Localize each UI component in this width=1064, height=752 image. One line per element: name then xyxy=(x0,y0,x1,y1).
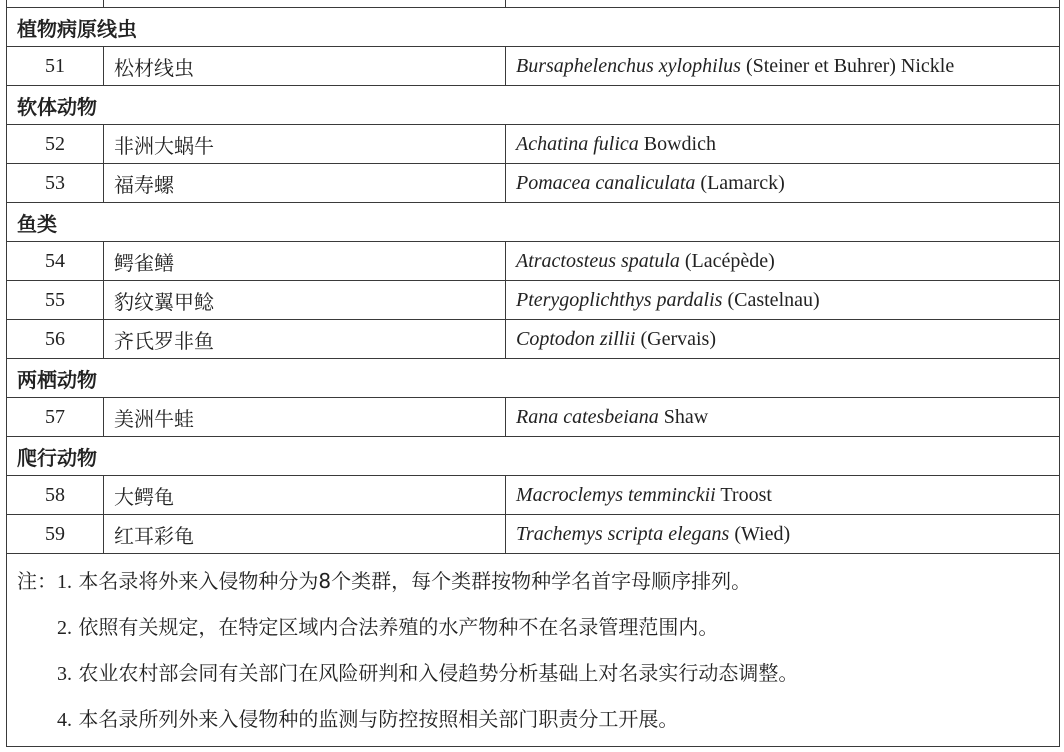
scientific-author: Troost xyxy=(715,483,772,506)
cell-num xyxy=(7,0,104,8)
cell-scientific-name xyxy=(506,398,1060,437)
category-heading: 鱼类 xyxy=(7,203,1060,242)
scientific-binomial: Pterygoplichthys pardalis xyxy=(516,288,723,311)
scientific-author: Bowdich xyxy=(638,132,716,155)
cell-chinese-name: 豹纹翼甲鲶 xyxy=(104,281,506,320)
cell-chinese-name: 非洲大蜗牛 xyxy=(104,125,506,164)
scientific-binomial: Achatina fulica xyxy=(516,132,639,155)
scientific-binomial: Atractosteus spatula xyxy=(516,249,680,272)
cell-scientific-name xyxy=(506,476,1060,515)
cell-scientific-name xyxy=(506,320,1060,359)
cell-num: 53 xyxy=(7,164,104,203)
cell-scientific-name xyxy=(506,125,1060,164)
scientific-author: Shaw xyxy=(658,405,709,428)
cell-scientific-name xyxy=(506,47,1060,86)
cell-scientific-name xyxy=(506,0,1060,8)
cell-num: 57 xyxy=(7,398,104,437)
species-table-container xyxy=(6,0,1059,747)
cell-scientific-name xyxy=(506,164,1060,203)
note-number: 2. xyxy=(57,617,72,639)
table-row xyxy=(7,320,1060,359)
cell-num: 54 xyxy=(7,242,104,281)
scientific-binomial: Trachemys scripta elegans xyxy=(516,522,730,545)
note-number: 1. xyxy=(57,571,72,593)
cell-num: 56 xyxy=(7,320,104,359)
cell-chinese-name: 鳄雀鳝 xyxy=(104,242,506,281)
table-row-cut-off xyxy=(7,0,1060,8)
category-heading: 爬行动物 xyxy=(7,437,1060,476)
note-item xyxy=(17,650,1059,696)
cell-chinese-name: 大鳄龟 xyxy=(104,476,506,515)
cell-chinese-name xyxy=(104,0,506,8)
table-row xyxy=(7,242,1060,281)
scientific-author: (Castelnau) xyxy=(722,288,820,311)
category-heading: 两栖动物 xyxy=(7,359,1060,398)
scientific-author: (Lacépède) xyxy=(679,249,775,272)
notes-cell xyxy=(7,554,1060,747)
invasive-species-table xyxy=(6,0,1060,747)
scientific-binomial: Pomacea canaliculata xyxy=(516,171,696,194)
table-row xyxy=(7,398,1060,437)
cell-num: 51 xyxy=(7,47,104,86)
category-row xyxy=(7,359,1060,398)
scientific-author: (Steiner et Buhrer) Nickle xyxy=(740,54,955,77)
cell-scientific-name xyxy=(506,281,1060,320)
scientific-author: (Lamarck) xyxy=(695,171,785,194)
cell-scientific-name xyxy=(506,515,1060,554)
scientific-binomial: Bursaphelenchus xylophilus xyxy=(516,54,741,77)
note-item xyxy=(17,558,1059,604)
scientific-author: (Gervais) xyxy=(635,327,716,350)
note-number: 4. xyxy=(57,709,72,731)
table-row xyxy=(7,47,1060,86)
cell-chinese-name: 齐氏罗非鱼 xyxy=(104,320,506,359)
notes-prefix: 注： xyxy=(17,569,57,593)
scientific-binomial: Coptodon zillii xyxy=(516,327,636,350)
table-row xyxy=(7,164,1060,203)
cell-num: 52 xyxy=(7,125,104,164)
note-text: 本名录将外来入侵物种分为8个类群，每个类群按物种学名首字母顺序排列。 xyxy=(72,569,752,593)
notes-row xyxy=(7,554,1060,747)
table-row xyxy=(7,476,1060,515)
category-row xyxy=(7,86,1060,125)
cell-num: 59 xyxy=(7,515,104,554)
cell-num: 58 xyxy=(7,476,104,515)
cell-chinese-name: 松材线虫 xyxy=(104,47,506,86)
scientific-binomial: Rana catesbeiana xyxy=(516,405,659,428)
scientific-author: (Wied) xyxy=(729,522,791,545)
note-text: 依照有关规定，在特定区域内合法养殖的水产物种不在名录管理范围内。 xyxy=(72,615,719,639)
category-row xyxy=(7,203,1060,242)
category-heading: 软体动物 xyxy=(7,86,1060,125)
category-row xyxy=(7,8,1060,47)
scientific-binomial: Macroclemys temminckii xyxy=(516,483,716,506)
note-text: 本名录所列外来入侵物种的监测与防控按照相关部门职责分工开展。 xyxy=(72,707,679,731)
table-row xyxy=(7,515,1060,554)
category-row xyxy=(7,437,1060,476)
cell-num: 55 xyxy=(7,281,104,320)
note-item xyxy=(17,696,1059,742)
cell-chinese-name: 美洲牛蛙 xyxy=(104,398,506,437)
cell-chinese-name: 红耳彩龟 xyxy=(104,515,506,554)
note-number: 3. xyxy=(57,663,72,685)
table-row xyxy=(7,125,1060,164)
category-heading: 植物病原线虫 xyxy=(7,8,1060,47)
cell-chinese-name: 福寿螺 xyxy=(104,164,506,203)
note-item xyxy=(17,604,1059,650)
table-row xyxy=(7,281,1060,320)
note-text: 农业农村部会同有关部门在风险研判和入侵趋势分析基础上对名录实行动态调整。 xyxy=(72,661,799,685)
cell-scientific-name xyxy=(506,242,1060,281)
